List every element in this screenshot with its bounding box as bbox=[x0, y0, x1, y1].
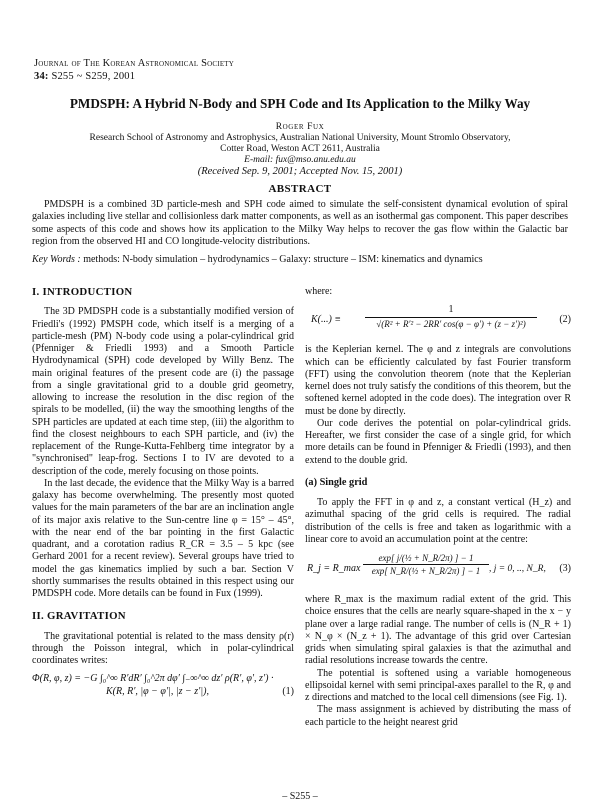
equation-2-denominator: √(R² + R′² − 2RR′ cos(φ − φ′) + (z − z′)²) bbox=[365, 317, 537, 330]
keywords bbox=[32, 254, 568, 266]
section-2-paragraph-1: The gravitational potential is related to the mass density ρ(r) through the Poisson integral, which in polar-cylindrical coordinates writes: bbox=[32, 630, 294, 666]
section-1-paragraph-1: The 3D PMDSPH code is a substantially modified version of Friedli's (1992) PMSPH code, which itself is a merging of a particle-mesh (PM) N-body code using a polar-cylindrical grid (Pfenniger & Friedli 1993) and a Smooth Particle Hydrodynamical (SPH) code developed by Willy Benz. The main original features of the present code are (i) the passage from a single gravitational grid to a double grid geometry, allowing to increase the resolution in the disc region of the spirals to be modelled, (ii) the way the smoothing lengths of the SPH particles are updated at each time step, (iii) the algorithm to find the closest neighbours to each SPH particle, and (iv) the replacement of the Runge-Kutta-Fehlberg time integrator by a "synchronised" leap-frog. Sections I to IV are devoted to a description of the code, merely focusing on those points. bbox=[32, 306, 294, 477]
equation-3-range: , j = 0, .., N_R, bbox=[489, 564, 546, 574]
equation-2-numerator: 1 bbox=[448, 304, 454, 316]
author-name: Roger Fux bbox=[275, 122, 325, 132]
subsection-a-heading: (a) Single grid bbox=[305, 476, 368, 488]
abstract-text: PMDSPH is a combined 3D particle-mesh and SPH code aimed to simulate the self-consistent dynamical evolution of spiral galaxies including live stellar and collisionless dark matter components, as well as an isothermal gas component. This paper describes some aspects of this code and shows how its application to the Milky Way helps to recover the gas flow within the Galactic bar region from the observed HI and CO longitude-velocity distributions. bbox=[32, 199, 568, 248]
paper-title: PMDSPH: A Hybrid N-Body and SPH Code and Its Application to the Milky Way bbox=[69, 96, 531, 111]
right-paragraph-5: The potential is softened using a variable homogeneous ellipsoidal kernel with semi principal-axes parallel to the R, φ and z directions and matched to the local cell dimensions (see Fig. 1). bbox=[305, 667, 571, 703]
abstract-heading: ABSTRACT bbox=[268, 183, 332, 195]
right-paragraph-2: Our code derives the potential on polar-cylindrical grids. Hereafter, we first consider the case of a single grid, for which more details can be found in Pfenniger & Friedli (1993), and then extend to the double grid. bbox=[305, 417, 571, 466]
page-number: – S255 – bbox=[282, 791, 318, 802]
equation-1-number: (1) bbox=[282, 685, 294, 697]
equation-2 bbox=[305, 304, 571, 338]
equation-3-denominator: exp[ N_R/(½ + N_R/2π) ] − 1 bbox=[363, 564, 489, 577]
right-paragraph-3: To apply the FFT in φ and z, a constant vertical (H_z) and azimuthal spacing of the grid cells is required. The radial distribution of the cells is free and taken as logarithmic with a linear core to avoid an accumulation point at the centre: bbox=[305, 497, 571, 545]
left-column bbox=[32, 286, 294, 704]
equation-1-line-1: Φ(R, φ, z) = −G ∫₀^∞ R′dR′ ∫₀^2π dφ′ ∫₋∞^∞ dz′ ρ(R′, φ′, z′) · bbox=[32, 673, 274, 685]
journal-header bbox=[34, 57, 234, 83]
equation-1 bbox=[32, 673, 294, 698]
equation-1-line-2-row bbox=[32, 686, 294, 698]
keywords-label: Key Words : bbox=[32, 254, 81, 265]
received-dates: (Received Sep. 9, 2001; Accepted Nov. 15, 2001) bbox=[197, 166, 403, 177]
equation-3-numerator: exp[ j/(½ + N_R/2π) ] − 1 bbox=[378, 553, 474, 563]
affiliation-line-2: Cotter Road, Weston ACT 2611, Australia bbox=[220, 144, 380, 154]
where-label: where: bbox=[305, 286, 333, 297]
affiliation bbox=[40, 133, 560, 166]
equation-3 bbox=[305, 552, 571, 588]
equation-2-number: (2) bbox=[559, 314, 571, 326]
right-paragraph-4: where R_max is the maximum radial extent of the grid. This choice ensures that the cells are nearly square-shaped in the x − y plane over a large radial range. The number of cells is (N_R + 1) × N_φ × (N_z + 1). The advantage of this grid over Cartesian grids when simulating spiral galaxies is that the azimuthal and radial resolutions increase towards the centre. bbox=[305, 594, 571, 667]
journal-volume-pages bbox=[34, 70, 234, 83]
section-1-paragraph-2: In the last decade, the evidence that the Milky Way is a barred galaxy has become overwhelming. The presently most quoted values for the main parameters of the bar are an inclination angle of its major axis relative to the Sun-centre line φ = 15° – 45°, with the near end of the bar pointing in the first Galactic quadrant, and a corotation radius R_CR = 3.5 – 5 kpc (see Gerhard 2001 for a recent review). Several groups have tried to model the gas kinematics implied by such a bar. Section V shortly summarises the results obtained in this respect using our PMDSPH code. More details can be found in Fux (1999). bbox=[32, 477, 294, 599]
equation-1-line-2: K(R, R′, |φ − φ′|, |z − z′|), bbox=[106, 685, 209, 697]
right-paragraph-6: The mass assignment is achieved by distributing the mass of each particle to the height nearest grid bbox=[305, 704, 571, 728]
equation-3-lhs: R_j = R_max bbox=[307, 563, 361, 574]
equation-3-fraction bbox=[363, 552, 489, 578]
journal-name: Journal of The Korean Astronomical Society bbox=[34, 58, 235, 69]
right-column bbox=[305, 286, 571, 729]
journal-pages: S255 ~ S259, 2001 bbox=[51, 71, 136, 82]
section-2-heading: II. GRAVITATION bbox=[32, 610, 126, 623]
right-paragraph-1: is the Keplerian kernel. The φ and z integrals are convolutions which can be efficiently calculated by fast Fourier transform (FFT) using the convolution theorem (note that the Keplerian kernel does not truly satisfy the conditions of this theorem, but the softened kernel adopted in the code does). The integration over R must be done by directly. bbox=[305, 344, 571, 417]
affiliation-line-1: Research School of Astronomy and Astrophysics, Australian National University, Mount Stromlo Observatory, bbox=[89, 133, 511, 143]
journal-volume: 34: bbox=[34, 71, 49, 82]
equation-2-fraction bbox=[365, 304, 537, 330]
author-email: E-mail: fux@mso.anu.edu.au bbox=[244, 155, 356, 165]
equation-3-number: (3) bbox=[559, 563, 571, 574]
keywords-text: methods: N-body simulation – hydrodynamics – Galaxy: structure – ISM: kinematics and dynamics bbox=[83, 254, 483, 265]
section-1-heading: I. INTRODUCTION bbox=[32, 286, 133, 298]
equation-2-lhs: K(...) ≡ bbox=[311, 314, 342, 326]
